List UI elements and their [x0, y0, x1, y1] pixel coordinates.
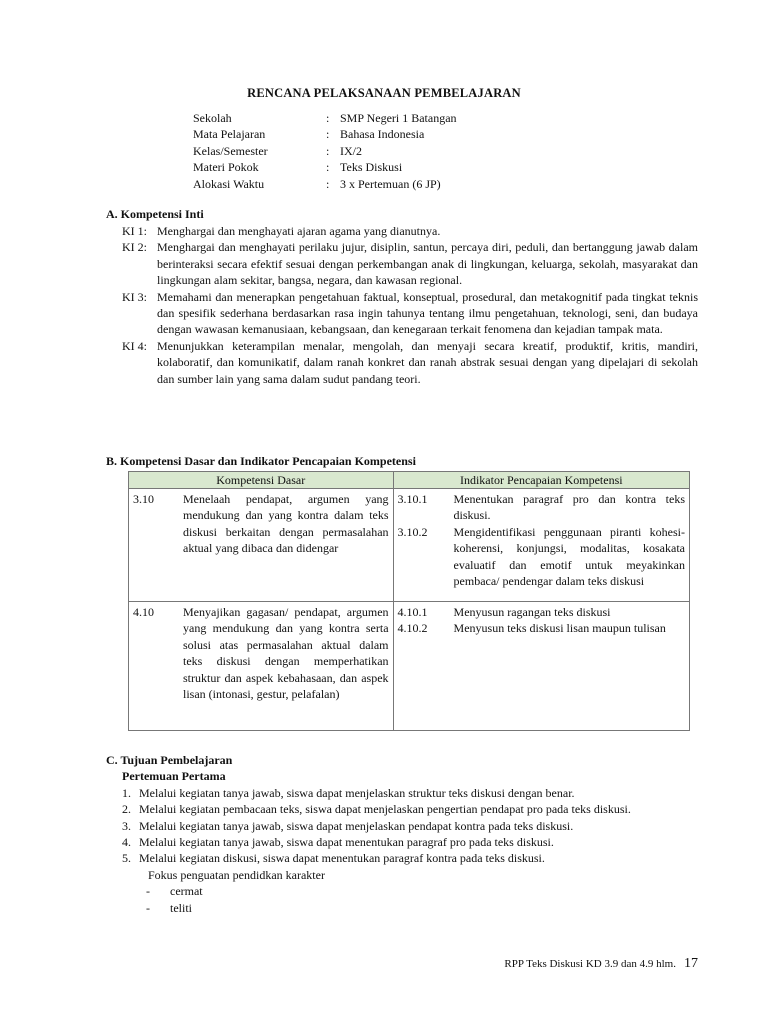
- list-item: [106, 785, 702, 801]
- ki-item: [122, 289, 698, 338]
- pertemuan-heading: Pertemuan Pertama: [122, 769, 226, 784]
- karakter-text: teliti: [170, 900, 192, 915]
- kd-cell: [129, 602, 394, 731]
- ipk-cell: [393, 602, 689, 731]
- info-value: 3 x Pertemuan (6 JP): [340, 176, 441, 191]
- ki-text: Menghargai dan menghayati ajaran agama yang dianutnya.: [157, 224, 441, 238]
- ki-text: Menunjukkan keterampilan menalar, mengolah, dan menyaji secara kreatif, produktif, kritis, mandiri, kolaboratif, dan komunikatif, dalam ranah konkret dan ranah abstrak sesuai dengan yang dipelajari di sekolah dan sumber lain yang sama dalam sudut pandang teori.: [157, 338, 698, 386]
- ki-item: [122, 338, 698, 387]
- indicator-code: 3.10.1: [397, 492, 428, 506]
- ki-item: [122, 239, 698, 288]
- indicator-text: Menentukan paragraf pro dan kontra teks diskusi.: [453, 492, 685, 523]
- list-number: 5.: [122, 851, 131, 866]
- info-value: Bahasa Indonesia: [340, 127, 425, 142]
- info-value: IX/2: [340, 143, 362, 158]
- info-block: [193, 110, 457, 192]
- ipk-cell: [393, 489, 689, 602]
- list-item: [106, 818, 702, 834]
- list-item: [106, 801, 702, 817]
- ki-label: KI 4:: [122, 338, 147, 353]
- info-label: Sekolah: [193, 111, 232, 125]
- footer-text: RPP Teks Diskusi KD 3.9 dan 4.9 hlm.: [504, 958, 676, 970]
- indicator-code: 3.10.2: [397, 524, 428, 539]
- indicator-text: Menyusun ragangan teks diskusi: [453, 605, 611, 619]
- list-text: Melalui kegiatan tanya jawab, siswa dapat menjelaskan struktur teks diskusi dengan benar.: [139, 785, 575, 800]
- tujuan-section: [106, 752, 702, 916]
- kd-code: 3.10: [133, 492, 154, 506]
- kompetensi-inti-list: [122, 223, 698, 387]
- list-text: Melalui kegiatan diskusi, siswa dapat menentukan paragraf kontra pada teks diskusi.: [139, 851, 545, 866]
- info-label: Alokasi Waktu: [193, 176, 265, 191]
- indicator-text: Mengidentifikasi penggunaan piranti kohesi-koherensi, konjungsi, modalitas, kosakata evaluatif dan emotif untuk meyakinkan pembaca/ pendengar dalam teks diskusi: [453, 524, 685, 589]
- bullet-dash: -: [146, 884, 150, 899]
- indicator-item: [398, 620, 685, 636]
- list-text: Melalui kegiatan tanya jawab, siswa dapat menentukan paragraf pro pada teks diskusi.: [139, 835, 554, 850]
- info-value: SMP Negeri 1 Batangan: [340, 111, 457, 125]
- indicator-code: 4.10.2: [397, 621, 428, 636]
- info-colon: :: [326, 143, 330, 158]
- karakter-item: [106, 900, 702, 916]
- bullet-dash: -: [146, 900, 150, 915]
- info-colon: :: [326, 176, 330, 191]
- header-kompetensi-dasar: Kompetensi Dasar: [129, 472, 394, 489]
- table-row: [129, 602, 690, 731]
- ki-label: KI 2:: [122, 240, 147, 255]
- header-indikator: Indikator Pencapaian Kompetensi: [393, 472, 689, 489]
- page-footer: [504, 956, 698, 972]
- list-number: 3.: [122, 818, 131, 833]
- table-row: [129, 489, 690, 602]
- karakter-item: [106, 883, 702, 899]
- ki-label: KI 3:: [122, 289, 147, 304]
- info-label: Kelas/Semester: [193, 143, 268, 158]
- info-value: Teks Diskusi: [340, 160, 403, 175]
- indicator-text: Menyusun teks diskusi lisan maupun tulisan: [453, 621, 666, 636]
- ki-item: [122, 223, 698, 239]
- indicator-item: [398, 524, 685, 590]
- list-number: 1.: [122, 785, 131, 800]
- section-c-heading: C. Tujuan Pembelajaran: [106, 753, 233, 767]
- list-number: 2.: [122, 802, 131, 817]
- kd-ipk-table: [128, 471, 690, 731]
- list-item: [106, 834, 702, 850]
- info-colon: :: [326, 127, 330, 142]
- info-colon: :: [326, 111, 330, 125]
- kd-text: Menelaah pendapat, argumen yang mendukung dan yang kontra dalam teks diskusi berkaitan dengan permasalahan aktual yang dibaca dan didengar: [183, 492, 389, 556]
- table-header-row: [129, 472, 690, 489]
- info-label: Materi Pokok: [193, 160, 259, 175]
- info-row-materi-pokok: [193, 159, 457, 175]
- karakter-text: cermat: [170, 884, 203, 899]
- list-number: 4.: [122, 835, 131, 850]
- info-row-alokasi-waktu: [193, 176, 457, 192]
- section-a-heading: A. Kompetensi Inti: [106, 207, 204, 221]
- kd-cell: [129, 489, 394, 602]
- kd-code: 4.10: [133, 605, 154, 619]
- tujuan-list: [106, 785, 702, 867]
- info-row-sekolah: [193, 110, 457, 126]
- list-text: Melalui kegiatan pembacaan teks, siswa dapat menjelaskan pengertian pendapat pro pada teks diskusi.: [139, 802, 631, 817]
- ki-text: Menghargai dan menghayati perilaku jujur, disiplin, santun, percaya diri, peduli, dan bertanggung jawab dalam berinteraksi secara efektif sesuai dengan perkembangan anak di lingkungan, keluarga, sekolah, masyarakat dan lingkungan alam sekitar, bangsa, negara, dan kawasan regional.: [157, 240, 698, 288]
- page-title: RENCANA PELAKSANAAN PEMBELAJARAN: [247, 86, 521, 100]
- info-label: Mata Pelajaran: [193, 127, 266, 142]
- indicator-code: 4.10.1: [397, 605, 428, 619]
- kd-text: Menyajikan gagasan/ pendapat, argumen yang mendukung dan yang kontra serta solusi atas permasalahan aktual dalam teks diskusi dengan memperhatikan struktur dan aspek kebahasaan, dan aspek lisan (intonasi, gestur, pelafalan): [183, 605, 389, 702]
- list-text: Melalui kegiatan tanya jawab, siswa dapat menjelaskan pendapat kontra pada teks diskusi.: [139, 818, 574, 833]
- ki-label: KI 1:: [122, 224, 147, 238]
- fokus-karakter: Fokus penguatan pendidkan karakter: [148, 867, 325, 882]
- page-number: 17: [684, 956, 698, 971]
- indicator-item: [398, 604, 685, 620]
- list-item: [106, 850, 702, 866]
- info-row-mata-pelajaran: [193, 126, 457, 142]
- ki-text: Memahami dan menerapkan pengetahuan faktual, konseptual, prosedural, dan metakognitif pada tingkat teknis dan spesifik sederhana berdasarkan rasa ingin tahunya tentang ilmu pengetahuan, teknologi, seni, dan budaya dengan wawasan kemanusiaan, kebangsaan, dan kenegaraan terkait fenomena dan kejadian tampak mata.: [157, 289, 698, 337]
- section-b-heading: B. Kompetensi Dasar dan Indikator Pencapaian Kompetensi: [106, 454, 416, 468]
- info-row-kelas-semester: [193, 143, 457, 159]
- indicator-item: [398, 491, 685, 524]
- info-colon: :: [326, 160, 330, 175]
